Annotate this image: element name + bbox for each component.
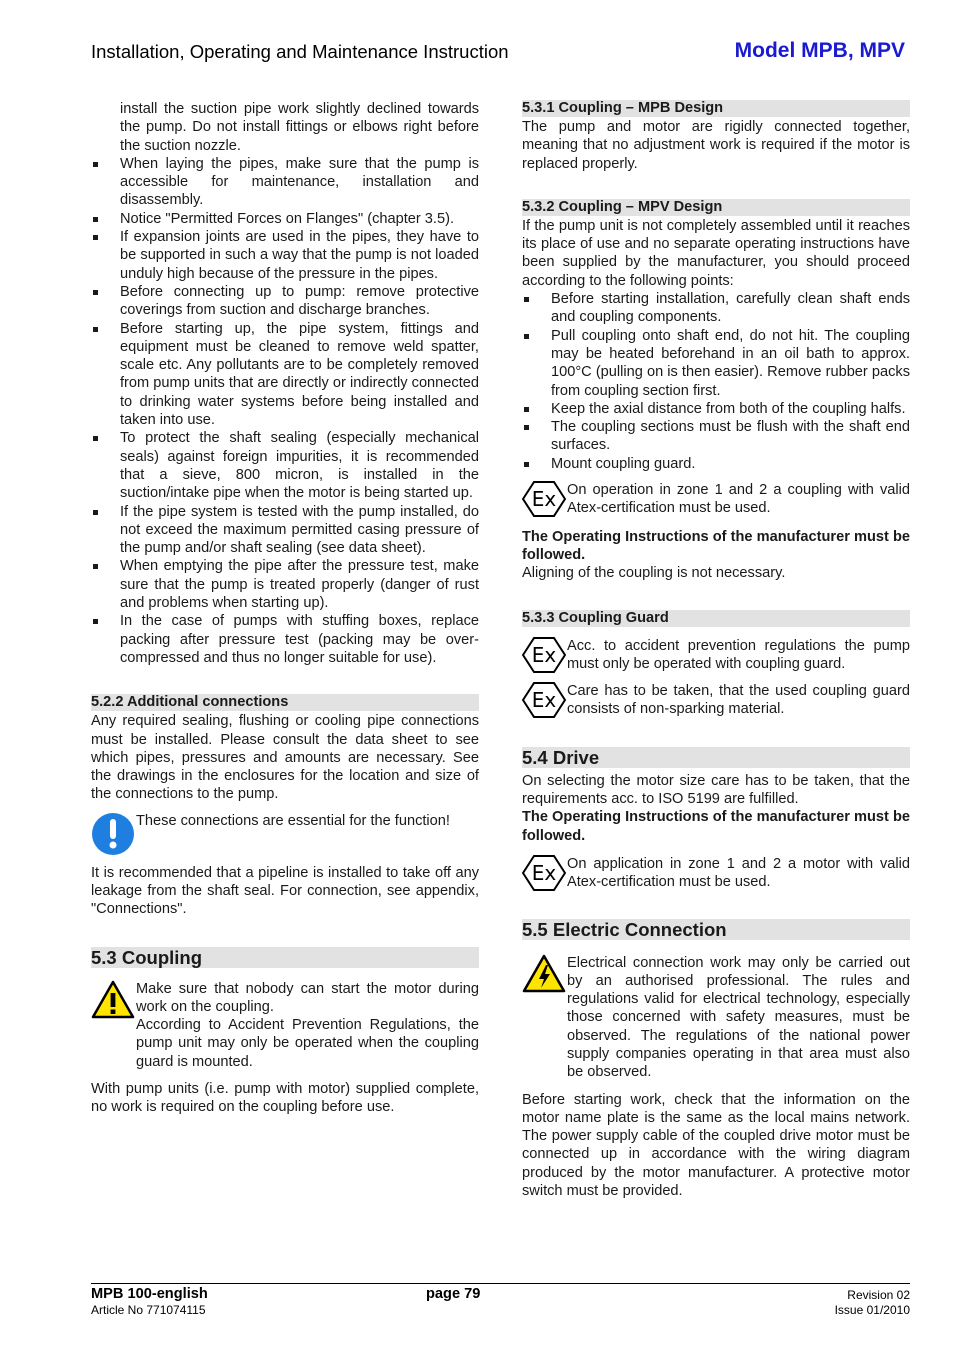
- warning-triangle-icon: [91, 980, 136, 1020]
- ex-atex-icon: [522, 481, 567, 517]
- ex-atex-icon: [522, 682, 567, 718]
- footer-doc-name: MPB 100-english: [91, 1286, 208, 1302]
- list-item: When emptying the pipe after the pressure test, make sure that the pump is treated properly (danger of rust and problems when starting up).: [91, 557, 479, 612]
- left-column: [91, 100, 479, 1117]
- list-item: Mount coupling guard.: [522, 455, 910, 473]
- info-notice-text: These connections are essential for the function!: [136, 812, 450, 829]
- warning-line-1: Make sure that nobody can start the motor during work on the coupling.: [136, 980, 479, 1015]
- ex-atex-icon: [522, 637, 567, 673]
- atex-notice: [522, 481, 910, 518]
- svg-text:Ex: Ex: [531, 487, 557, 512]
- ex-atex-icon: [522, 855, 567, 891]
- svg-text:Ex: Ex: [531, 642, 557, 667]
- atex-notice: [522, 637, 910, 674]
- list-item: Pull coupling onto shaft end, do not hit. The coupling may be heated beforehand in an oil bath to approx. 100°C (pulling on is then easier). Remove rubber packs from coupling section first.: [522, 327, 910, 400]
- header-model: Model MPB, MPV: [734, 39, 905, 62]
- mpb-coupling-text: The pump and motor are rigidly connected together, meaning that no adjustment work is required if the motor is replaced properly.: [522, 119, 910, 172]
- aligning-text: Aligning of the coupling is not necessary.: [522, 565, 786, 582]
- manufacturer-instructions-text: The Operating Instructions of the manufacturer must be followed.: [522, 528, 910, 563]
- list-item: If expansion joints are used in the pipes, they have to be supported in such a way that the pump is not loaded unduly high because of the pressure in the pipes.: [91, 228, 479, 283]
- svg-text:Ex: Ex: [531, 860, 557, 885]
- list-item: The coupling sections must be flush with the shaft end surfaces.: [522, 418, 910, 455]
- footer-left: [91, 1286, 208, 1318]
- atex-notice-text: On operation in zone 1 and 2 a coupling with valid Atex-certification must be used.: [567, 482, 910, 517]
- header-title: Installation, Operating and Maintenance Instruction: [91, 41, 509, 62]
- mpv-coupling-text: If the pump unit is not completely assembled until it reaches its place of use and no separate operating instructions have been supplied by the manufacturer, you should proceed according to the following points:: [522, 217, 910, 289]
- footer-revision: Revision 02: [847, 1288, 910, 1302]
- section-title-5-2-2: 5.2.2 Additional connections: [91, 694, 479, 711]
- atex-notice: [522, 682, 910, 719]
- electric-connection-text: Before starting work, check that the information on the motor name plate is the same as the local mains network. The power supply cable of the coupled drive motor must be connected up in accordance with the wiring diagram produced by the motor manufacturer. A protective motor switch must be provided.: [522, 1091, 910, 1200]
- footer-issue: Issue 01/2010: [834, 1303, 910, 1317]
- footer-article-no: Article No 771074115: [91, 1303, 206, 1317]
- section-title-5-3-1: 5.3.1 Coupling – MPB Design: [522, 100, 910, 117]
- pipe-bullet-list: [91, 155, 479, 667]
- list-item: Keep the axial distance from both of the coupling halfs.: [522, 400, 910, 418]
- intro-text: install the suction pipe work slightly declined towards the pump. Do not install fittings or elbows right before the suction nozzle.: [120, 101, 479, 154]
- list-item: To protect the shaft sealing (especially mechanical seals) against foreign impurities, it is recommended that a sieve, 800 micron, is installed in the suction/intake pipe when the motor is being started up.: [91, 429, 479, 502]
- drive-text: On selecting the motor size care has to be taken, that the requirements acc. to ISO 5199 are fulfilled.: [522, 772, 910, 808]
- svg-text:Ex: Ex: [531, 688, 557, 713]
- mpv-bullet-list: [522, 290, 910, 473]
- section-title-5-4: 5.4 Drive: [522, 747, 910, 768]
- info-notice: [91, 812, 479, 856]
- footer-page-number: page 79: [426, 1286, 481, 1302]
- section-title-5-3-3: 5.3.3 Coupling Guard: [522, 610, 910, 627]
- warning-notice-text: [136, 980, 479, 1071]
- leakage-text: It is recommended that a pipeline is installed to take off any leakage from the shaft seal. For connection, see appendix, "Connections".: [91, 864, 479, 918]
- list-item: Notice "Permitted Forces on Flanges" (chapter 3.5).: [91, 210, 479, 228]
- section-title-5-3: 5.3 Coupling: [91, 947, 479, 968]
- list-item: When laying the pipes, make sure that the pump is accessible for maintenance, installation and disassembly.: [91, 155, 479, 210]
- drive-manufacturer-text: The Operating Instructions of the manufacturer must be followed.: [522, 809, 910, 844]
- footer-divider: [91, 1283, 910, 1284]
- warning-notice: [91, 980, 479, 1071]
- electric-hazard-icon: [522, 954, 567, 994]
- atex-notice: [522, 855, 910, 892]
- electric-warning-notice: [522, 954, 910, 1082]
- warning-line-2: According to Accident Prevention Regulations, the pump unit may only be operated when the coupling guard is mounted.: [136, 1017, 479, 1070]
- list-item: Before starting up, the pipe system, fittings and equipment must be cleaned to remove weld spatter, scale etc. Any pollutants are to be completely removed from pump units that are directly or indirectly connected to drinking water systems before being installed and taken into use.: [91, 320, 479, 430]
- list-item: Before connecting up to pump: remove protective coverings from suction and discharge branches.: [91, 283, 479, 320]
- info-exclamation-icon: [91, 812, 136, 856]
- atex-notice-text: Care has to be taken, that the used coupling guard consists of non-sparking material.: [567, 683, 910, 718]
- list-item: Before starting installation, carefully clean shaft ends and coupling components.: [522, 290, 910, 327]
- section-title-5-3-2: 5.3.2 Coupling – MPV Design: [522, 199, 910, 216]
- list-item: In the case of pumps with stuffing boxes, replace packing after pressure test (packing may be over-compressed and thus no longer suitable for use).: [91, 612, 479, 667]
- right-column: [522, 100, 910, 1200]
- section-title-5-5: 5.5 Electric Connection: [522, 919, 910, 940]
- list-item: If the pipe system is tested with the pump installed, do not exceed the maximum permitted casing pressure of the pump and/or shaft sealing (see data sheet).: [91, 503, 479, 558]
- coupling-text: With pump units (i.e. pump with motor) supplied complete, no work is required on the coupling before use.: [91, 1081, 479, 1116]
- additional-connections-text: Any required sealing, flushing or cooling pipe connections must be installed. Please consult the data sheet to see which pipes, pressures and amounts are necessary. See the drawings in the enclosures for the location and size of the connections to the pump.: [91, 713, 479, 803]
- atex-notice-text: On application in zone 1 and 2 a motor with valid Atex-certification must be used.: [567, 855, 910, 891]
- footer-right: [835, 1288, 910, 1318]
- electric-warning-text: Electrical connection work may only be carried out by an authorised professional. The rules and regulations valid for electrical technology, especially those concerned with safety measures, must be observed. The regulations of the national power supply companies operating in that area must also be observed.: [567, 954, 910, 1081]
- atex-notice-text: Acc. to accident prevention regulations the pump must only be operated with coupling guard.: [567, 637, 910, 672]
